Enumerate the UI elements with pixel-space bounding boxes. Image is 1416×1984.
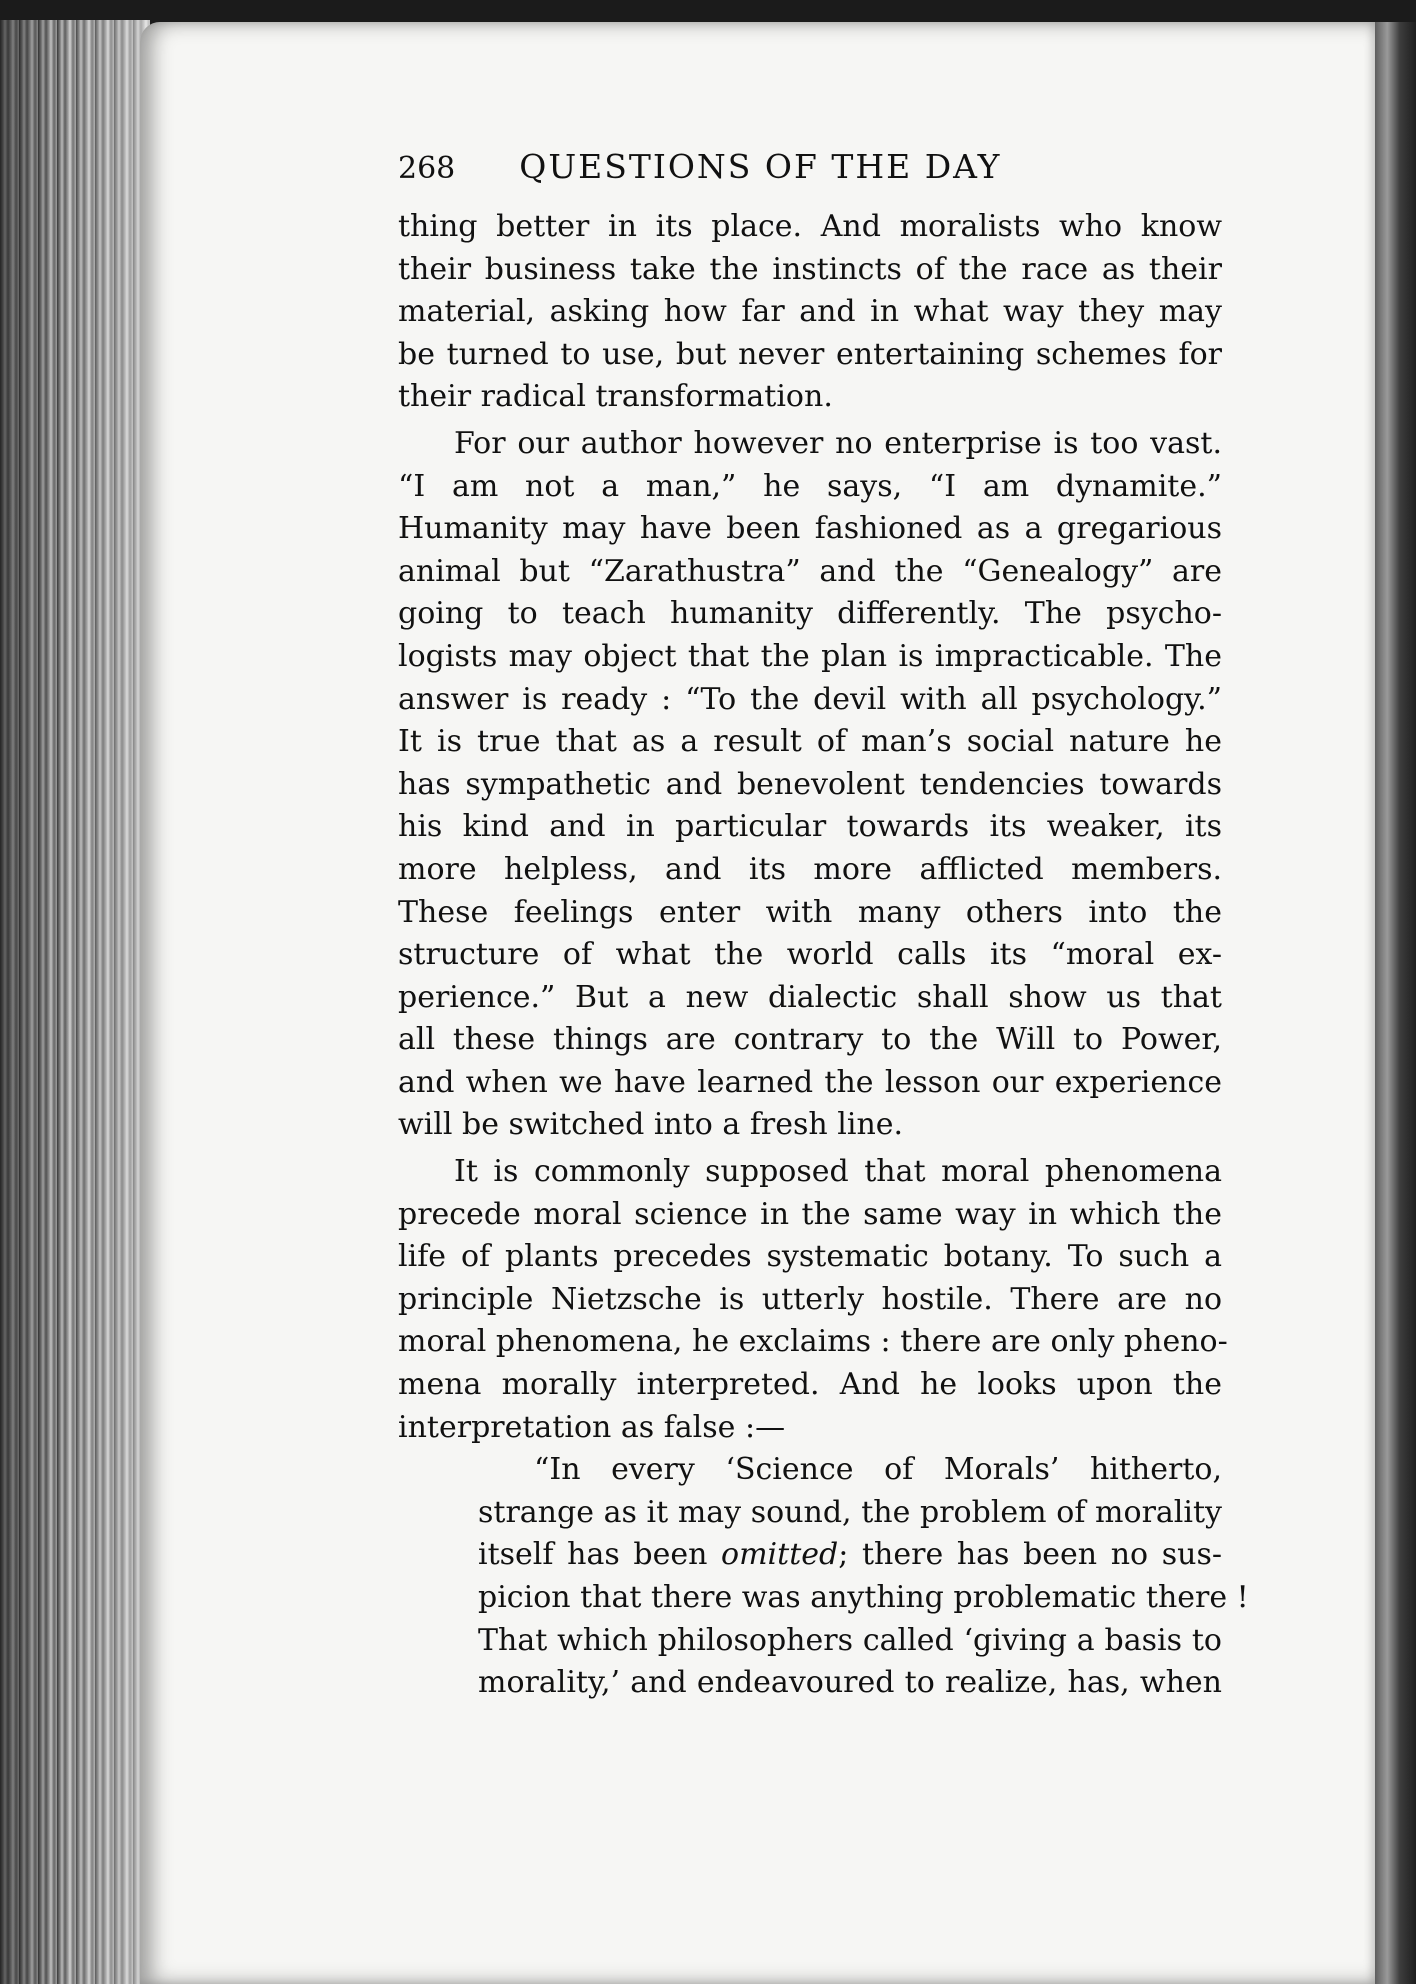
text-line: their radical transformation.: [398, 379, 833, 415]
running-head: [398, 146, 1222, 198]
text-line: It is true that as a result of man’s social nature he: [398, 724, 1222, 760]
text-line: has sympathetic and benevolent tendencies towards: [398, 766, 1222, 802]
quote-line: “In every ‘Science of Morals’ hitherto,: [534, 1452, 1222, 1488]
quote-line: picion that there was anything problematic there !: [478, 1580, 1249, 1615]
paragraph-1: [398, 206, 1222, 419]
quote-text: itself has been: [478, 1537, 722, 1573]
italic-emphasis: omitted: [721, 1537, 839, 1573]
text-line: his kind and in particular towards its weaker, its: [398, 809, 1222, 845]
quote-line: strange as it may sound, the problem of morality: [478, 1494, 1222, 1530]
quote-line: [478, 1534, 1222, 1577]
text-line: going to teach humanity differently. The psycho-: [398, 596, 1222, 632]
page-text: [398, 146, 1249, 1705]
text-line: and when we have learned the lesson our experience: [398, 1064, 1222, 1100]
text-line: life of plants precedes systematic botany. To such a: [398, 1239, 1222, 1275]
text-line: These feelings enter with many others into the: [398, 894, 1222, 930]
text-line: Humanity may have been fashioned as a gregarious: [398, 511, 1222, 547]
text-line: be turned to use, but never entertaining schemes for: [398, 336, 1222, 372]
quote-line: That which philosophers called ‘giving a basis to: [478, 1622, 1222, 1658]
text-line: For our author however no enterprise is too vast.: [454, 425, 1222, 461]
page-stack-edges: [0, 20, 150, 1984]
book-cover-edge: [1375, 22, 1416, 1984]
text-line: will be switched into a fresh line.: [398, 1107, 904, 1143]
running-title: QUESTIONS OF THE DAY: [519, 147, 1002, 186]
text-line: interpretation as false :—: [398, 1409, 786, 1445]
text-line: their business take the instincts of the race as their: [398, 251, 1222, 287]
paragraph-2: [398, 423, 1222, 1147]
text-line: animal but “Zarathustra” and the “Genealogy” are: [398, 553, 1222, 589]
text-line: all these things are contrary to the Will to Power,: [398, 1022, 1222, 1058]
text-line: It is commonly supposed that moral phenomena: [454, 1154, 1222, 1190]
block-quote: [478, 1449, 1249, 1705]
paragraph-3: [398, 1151, 1228, 1449]
quote-line: morality,’ and endeavoured to realize, has, when: [478, 1665, 1222, 1701]
text-line: “I am not a man,” he says, “I am dynamite.”: [398, 468, 1222, 504]
text-line: mena morally interpreted. And he looks upon the: [398, 1367, 1222, 1403]
text-line: more helpless, and its more afflicted members.: [398, 851, 1222, 887]
text-line: precede moral science in the same way in which the: [398, 1196, 1222, 1232]
text-line: principle Nietzsche is utterly hostile. There are no: [398, 1281, 1222, 1317]
text-line: logists may object that the plan is impracticable. The: [398, 638, 1222, 674]
text-line: material, asking how far and in what way they may: [398, 294, 1222, 330]
quote-text: ; there has been no sus-: [838, 1537, 1223, 1573]
text-line: thing better in its place. And moralists who know: [398, 209, 1222, 244]
page-number: 268: [398, 151, 456, 186]
text-line: answer is ready : “To the devil with all psychology.”: [398, 681, 1222, 717]
text-line: perience.” But a new dialectic shall show us that: [398, 979, 1222, 1015]
text-line: moral phenomena, he exclaims : there are only pheno-: [398, 1324, 1228, 1360]
text-line: structure of what the world calls its “moral ex-: [398, 937, 1222, 973]
